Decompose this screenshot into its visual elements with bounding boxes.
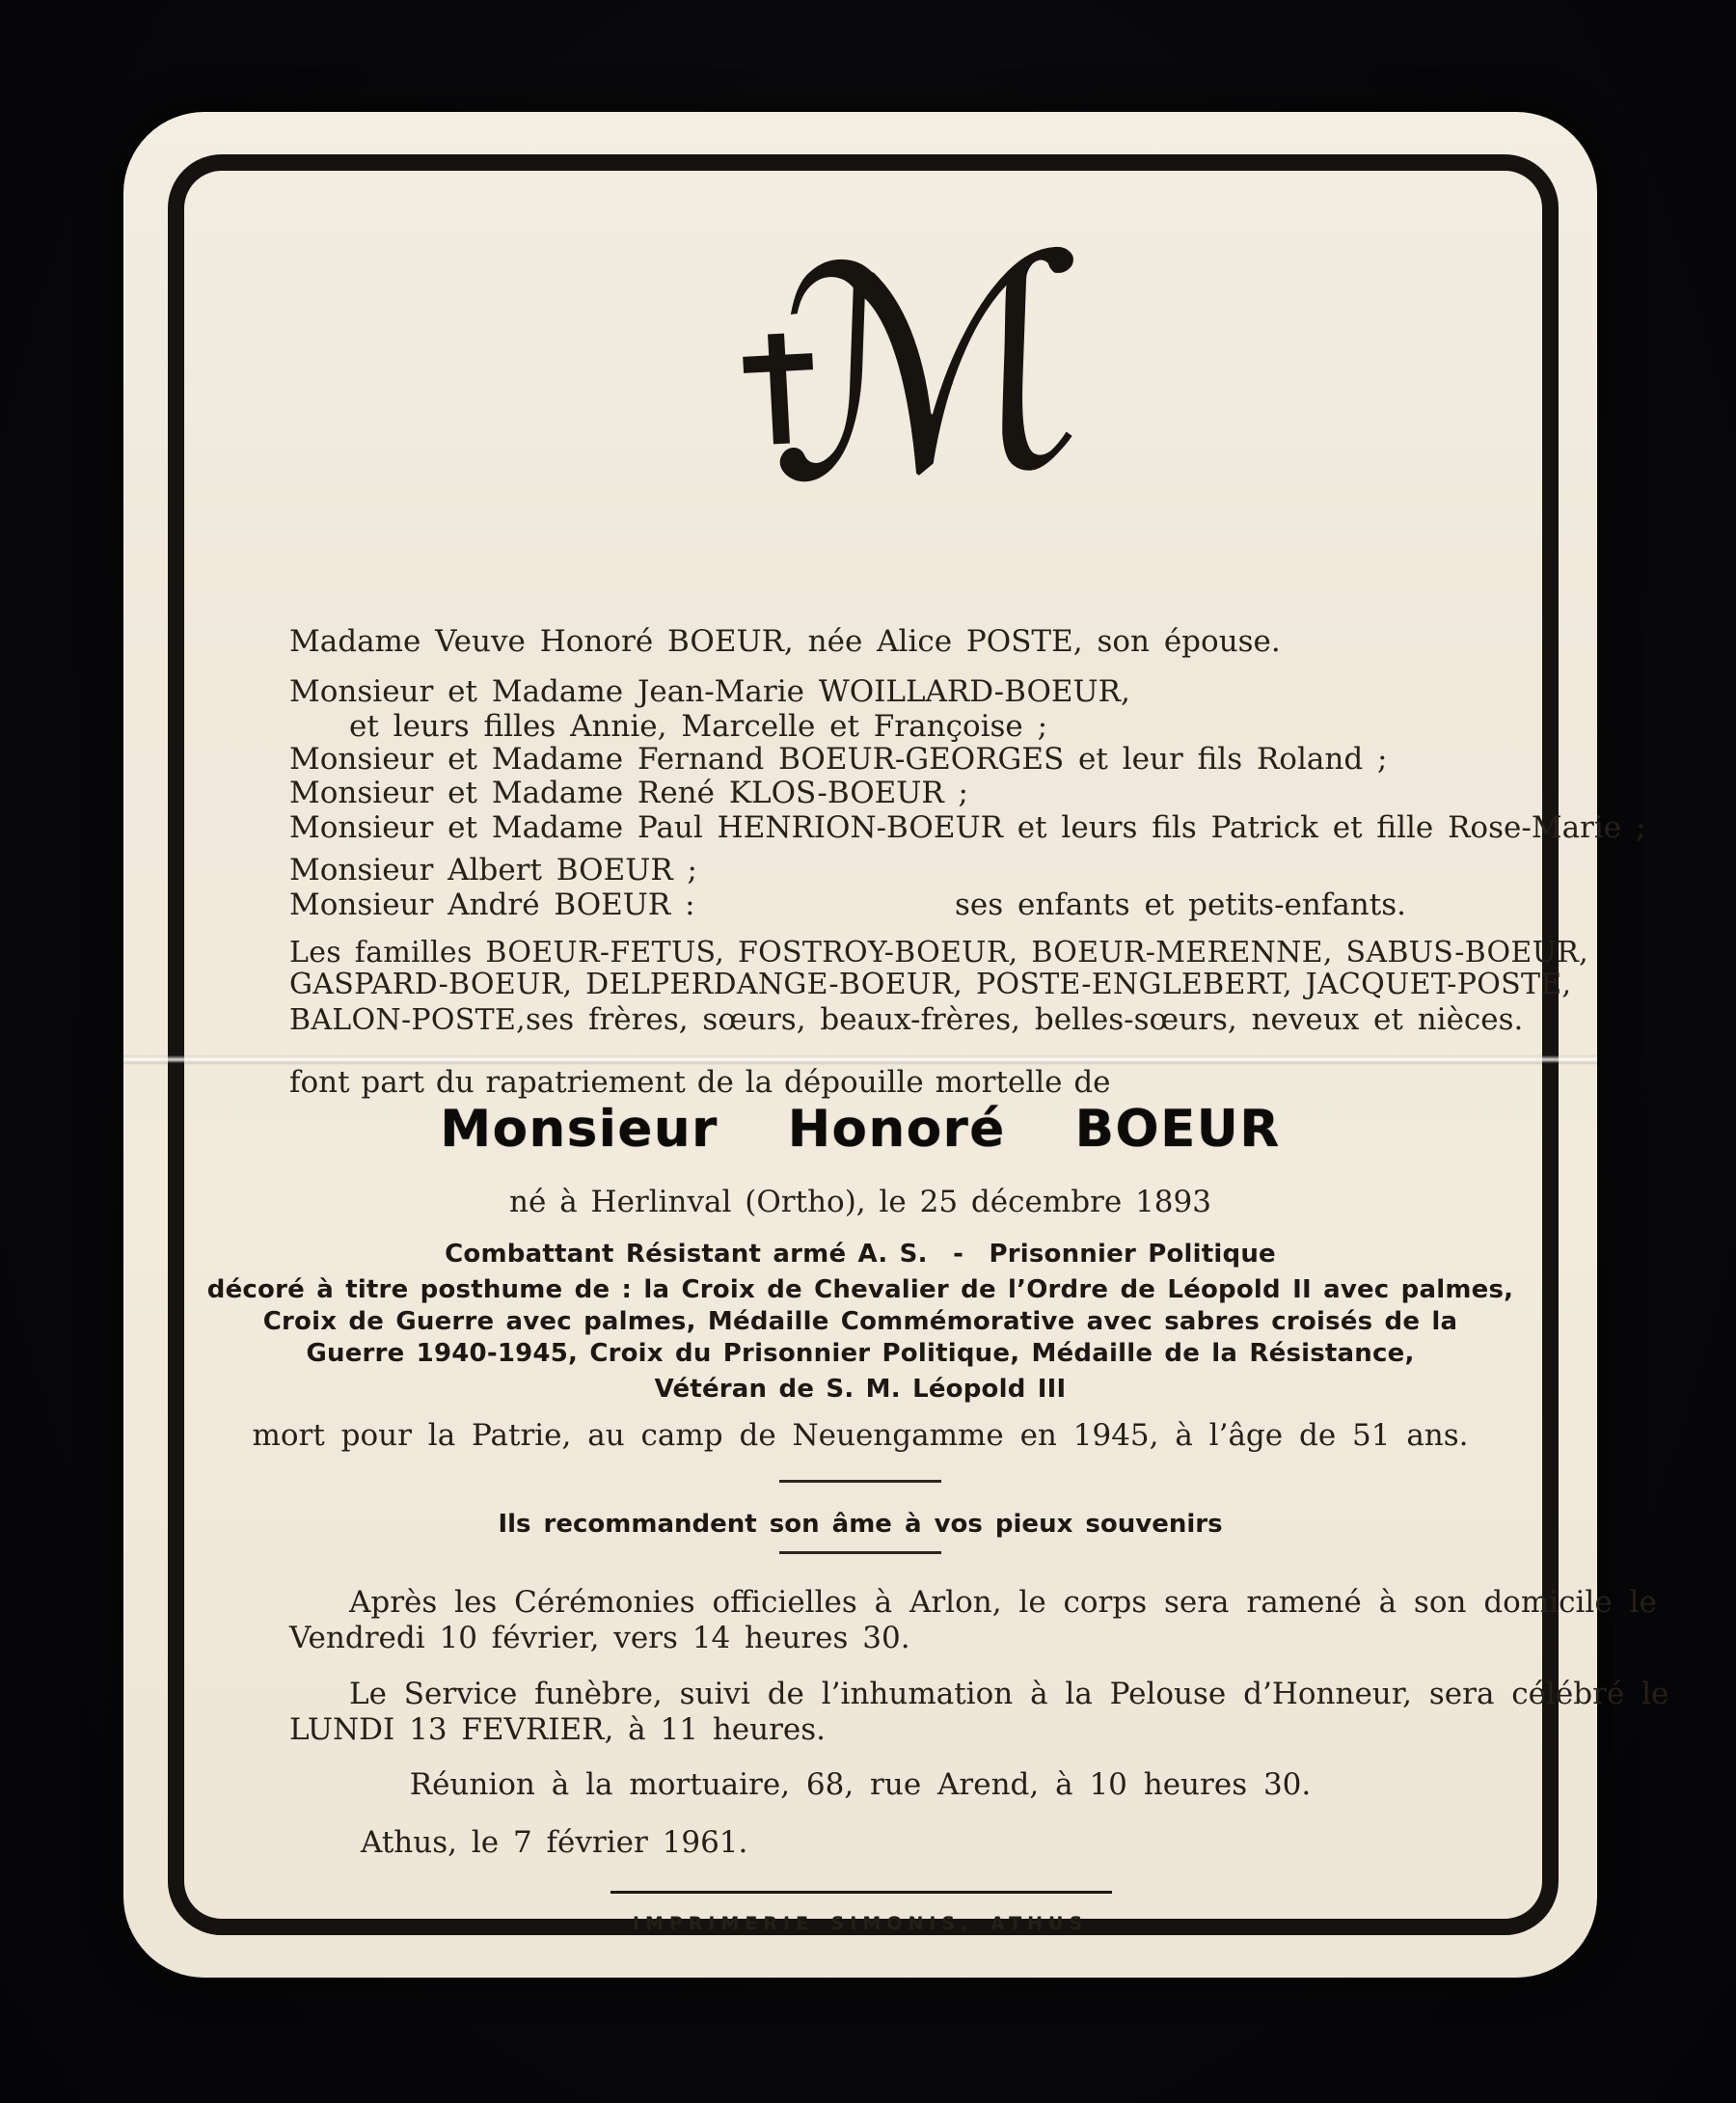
announcement-line: font part du rapatriement de la dépouille mortelle de [289,1065,1111,1100]
military-status-line: Combattant Résistant armé A. S. - Prisonnier Politique [445,1240,1276,1269]
printer-rule [610,1891,1112,1894]
deceased-name: Monsieur Honoré BOEUR [440,1100,1281,1159]
family-line: et leurs filles Annie, Marcelle et Françoise ; [349,709,1048,744]
decoration-line: Vétéran de S. M. Léopold III [654,1375,1067,1404]
family-line: Monsieur et Madame Fernand BOEUR-GEORGES et leur fils Roland ; [289,742,1388,777]
birth-line: né à Herlinval (Ortho), le 25 décembre 1893 [509,1185,1211,1219]
separator-rule-bottom [779,1551,941,1554]
families-line: Les familles BOEUR-FETUS, FOSTROY-BOEUR, BOEUR-MERENNE, SABUS-BOEUR, [289,936,1588,970]
decoration-line: Guerre 1940-1945, Croix du Prisonnier Politique, Médaille de la Résistance, [306,1339,1415,1368]
family-line: Monsieur et Madame Jean-Marie WOILLARD-BOEUR, [289,674,1130,709]
family-member-name: Monsieur André BOEUR : [289,888,695,922]
families-name: BALON-POSTE, [289,1003,526,1037]
fold-crease [123,1055,1597,1065]
families-line [289,1002,1524,1038]
family-line: Monsieur Albert BOEUR ; [289,853,697,888]
reunion-line: Réunion à la mortuaire, 68, rue Arend, à 10 heures 30. [409,1767,1312,1802]
repatriation-line: Vendredi 10 février, vers 14 heures 30. [289,1621,910,1655]
monogram [683,191,1223,623]
families-line: GASPARD-BOEUR, DELPERDANGE-BOEUR, POSTE-ENGLEBERT, JACQUET-POSTE, [289,968,1572,1001]
decoration-line: décoré à titre posthume de : la Croix de Chevalier de l’Ordre de Léopold II avec palmes, [206,1275,1514,1304]
family-line: Monsieur et Madame René KLOS-BOEUR ; [289,776,969,810]
service-line: LUNDI 13 FEVRIER, à 11 heures. [289,1712,827,1747]
dateline: Athus, le 7 février 1961. [361,1825,748,1860]
service-line: Le Service funèbre, suivi de l’inhumation à la Pelouse d’Honneur, sera célébré le [349,1677,1669,1711]
family-line [289,888,1406,923]
separator-rule-top [779,1480,941,1483]
printer-imprint: IMPRIMERIE SIMONIS, ATHUS [632,1913,1089,1934]
family-line: Madame Veuve Honoré BOEUR, née Alice POSTE, son épouse. [289,624,1281,659]
monogram-m: ℳ [769,191,1092,549]
decoration-line: Croix de Guerre avec palmes, Médaille Commémorative avec sabres croisés de la [262,1307,1458,1336]
prayer-line: Ils recommandent son âme à vos pieux souvenirs [498,1510,1223,1539]
relations-note: ses frères, sœurs, beaux-frères, belles-sœurs, neveux et nièces. [526,1002,1524,1037]
children-note: ses enfants et petits-enfants. [955,888,1406,922]
repatriation-line: Après les Cérémonies officielles à Arlon, le corps sera ramené à son domicile le [349,1585,1657,1620]
family-line: Monsieur et Madame Paul HENRION-BOEUR et leurs fils Patrick et fille Rose-Marie ; [289,810,1646,845]
death-line: mort pour la Patrie, au camp de Neuengamme en 1945, à l’âge de 51 ans. [252,1418,1469,1453]
memorial-card [123,112,1669,1978]
